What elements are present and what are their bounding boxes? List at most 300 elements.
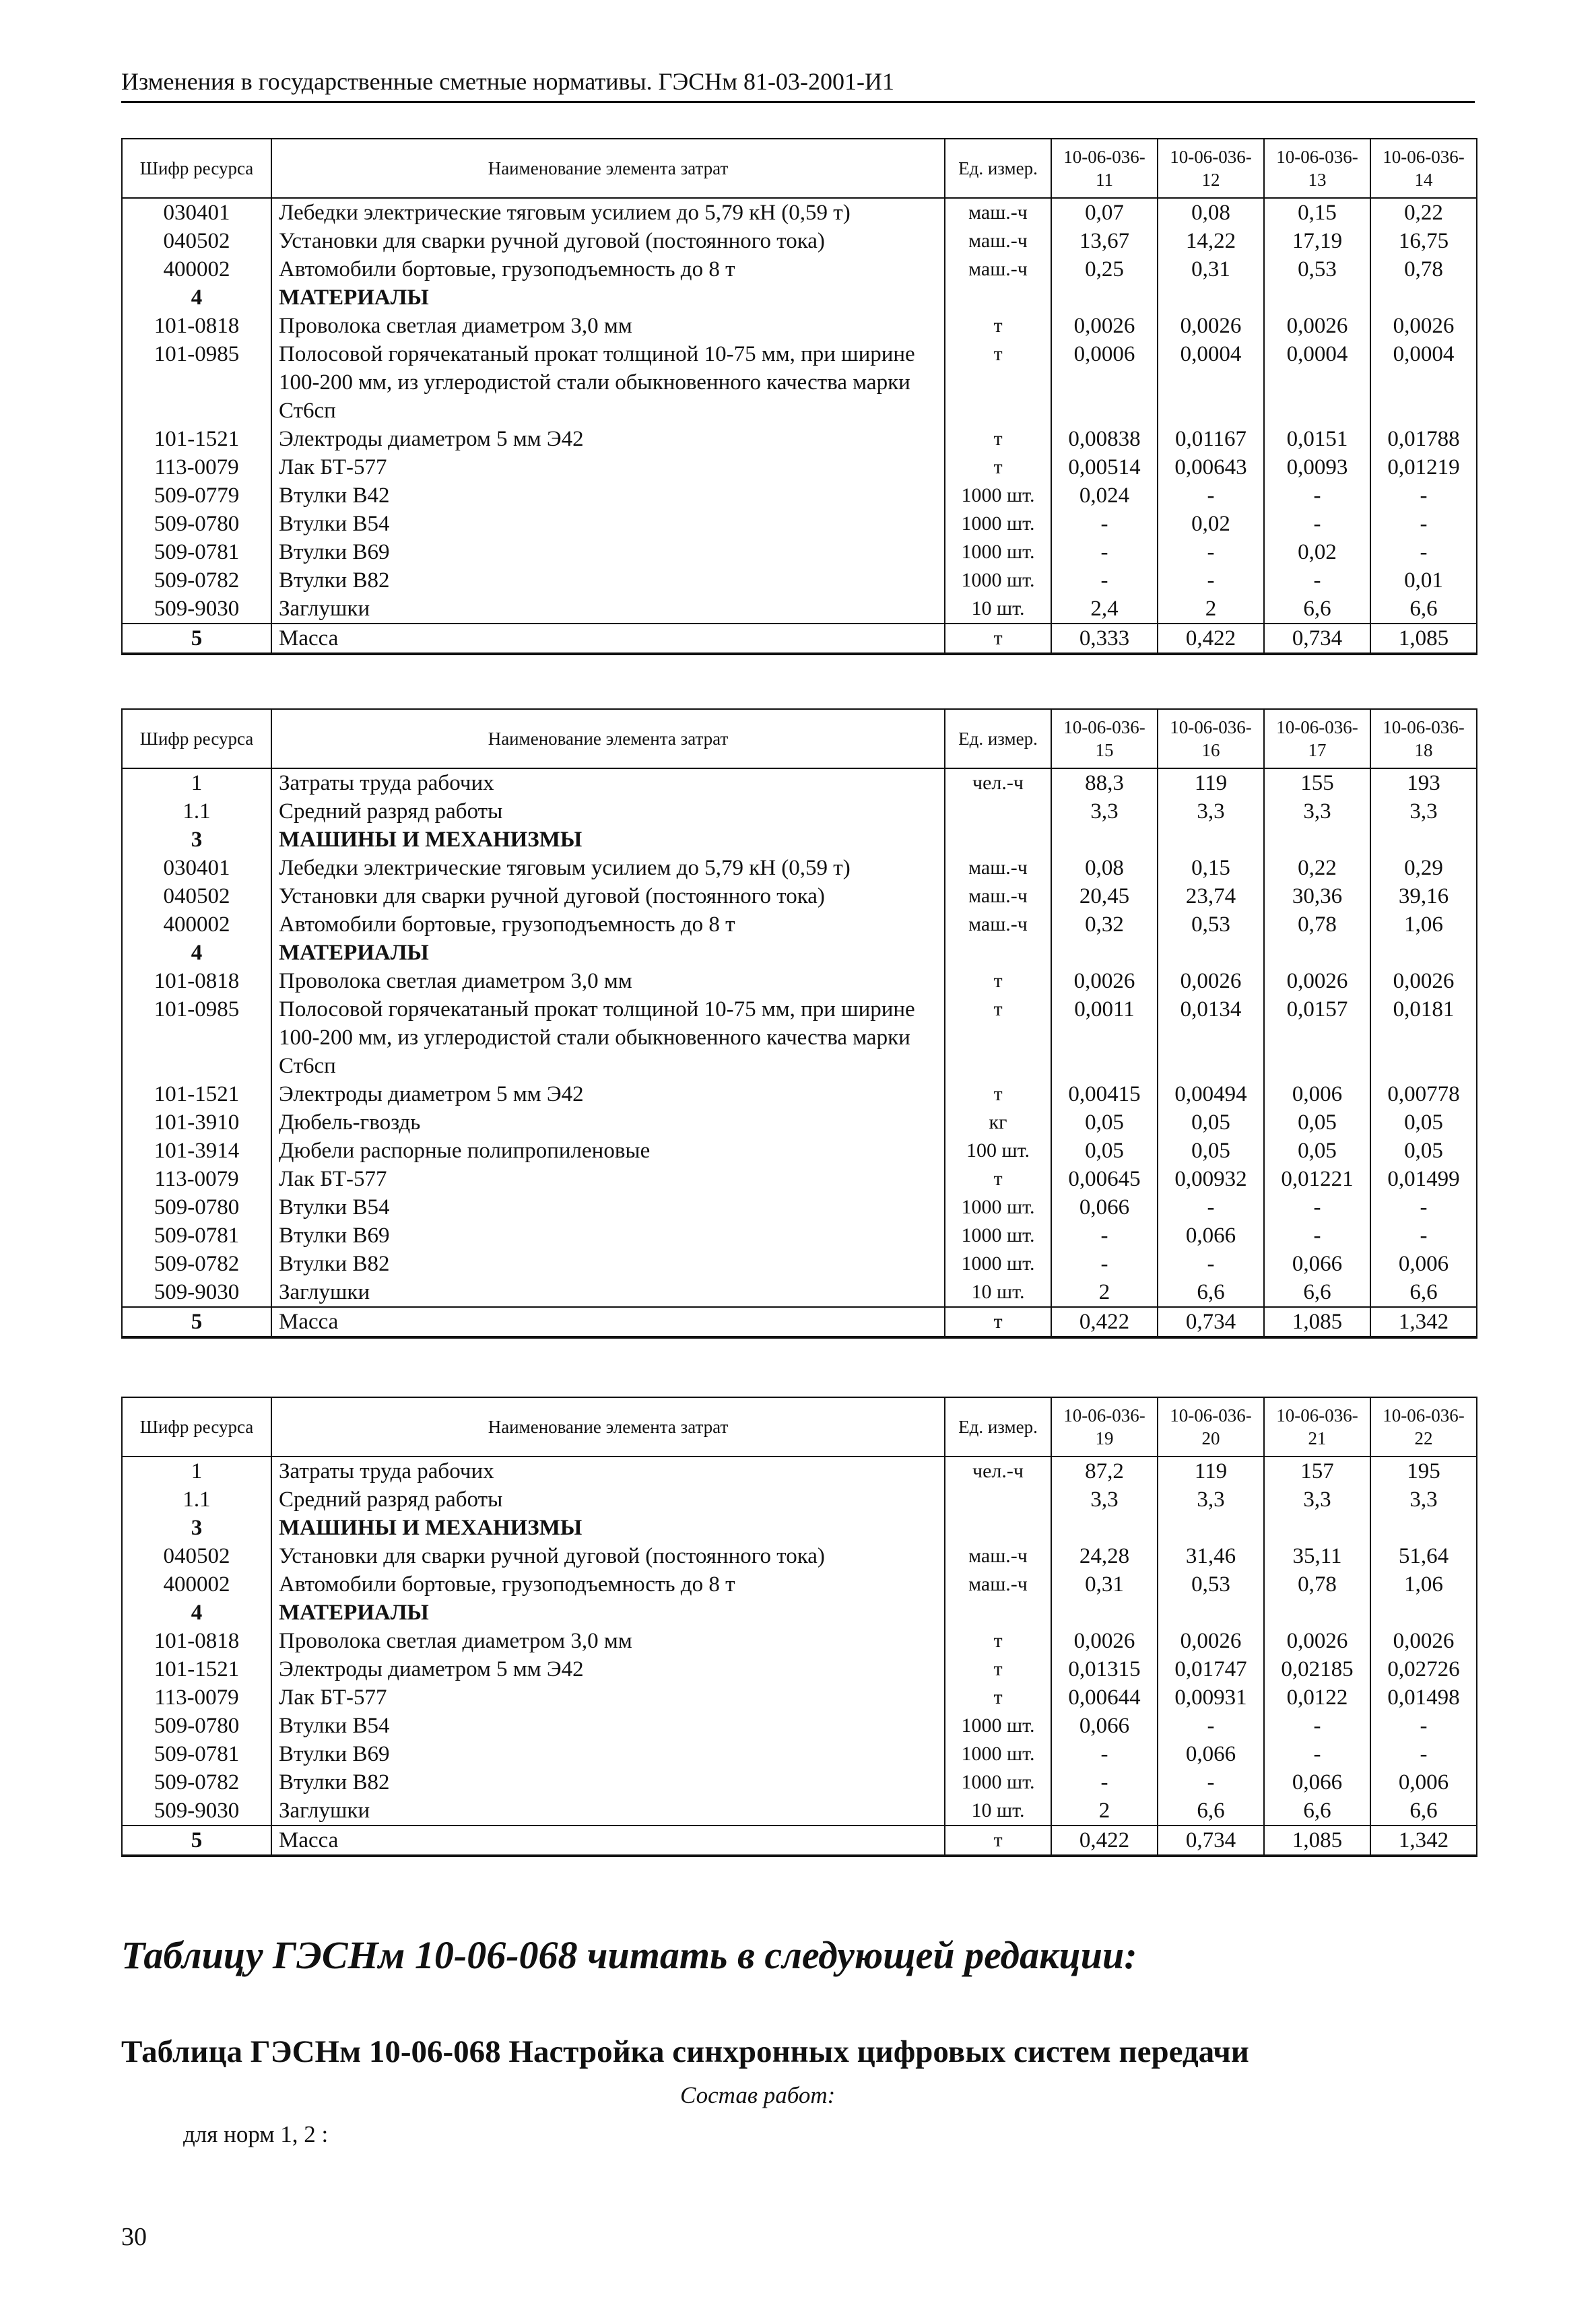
cell-code: 113-0079 — [122, 1165, 271, 1193]
cell-value: 0,08 — [1158, 198, 1264, 227]
cell-value: - — [1370, 1712, 1477, 1740]
cell-value: 0,00644 — [1051, 1683, 1158, 1712]
cell-unit: 1000 шт. — [945, 1250, 1051, 1278]
cell-value — [1158, 1599, 1264, 1627]
column-header-name: Наименование элемента затрат — [271, 1397, 945, 1457]
table-row — [122, 1740, 1477, 1768]
cell-value: 0,066 — [1158, 1740, 1264, 1768]
table-row — [122, 1627, 1477, 1655]
cell-name: Проволока светлая диаметром 3,0 мм — [271, 1627, 945, 1655]
cell-code: 101-0818 — [122, 312, 271, 340]
cell-value: - — [1158, 1250, 1264, 1278]
cell-code: 101-1521 — [122, 1080, 271, 1108]
table-row — [122, 910, 1477, 939]
cell-value: 20,45 — [1051, 882, 1158, 910]
cell-unit: 1000 шт. — [945, 1740, 1051, 1768]
cell-name: Электроды диаметром 5 мм Э42 — [271, 425, 945, 453]
cell-value: 0,0011 — [1051, 995, 1158, 1080]
cell-name: Установки для сварки ручной дуговой (постоянного тока) — [271, 1542, 945, 1570]
column-header-unit: Ед. измер. — [945, 1397, 1051, 1457]
cell-value: 0,01498 — [1370, 1683, 1477, 1712]
cell-code: 4 — [122, 283, 271, 312]
cell-value — [1264, 1599, 1370, 1627]
cell-value: 2,4 — [1051, 595, 1158, 624]
cell-value — [1370, 1514, 1477, 1542]
table-header-row — [122, 709, 1477, 768]
cell-value: 0,0026 — [1051, 1627, 1158, 1655]
cell-value: - — [1051, 566, 1158, 595]
cell-value: - — [1370, 1222, 1477, 1250]
cell-value: 0,15 — [1264, 198, 1370, 227]
cell-value: 0,0026 — [1264, 967, 1370, 995]
cell-code: 101-3910 — [122, 1108, 271, 1137]
cell-name: Полосовой горячекатаный прокат толщиной 10-75 мм, при ширине 100-200 мм, из углеродистой стали обыкновенного качества марки Ст6сп — [271, 995, 945, 1080]
cell-unit: маш.-ч — [945, 854, 1051, 882]
cell-value: 0,0026 — [1051, 312, 1158, 340]
cell-value: 6,6 — [1370, 1278, 1477, 1307]
cell-value: 0,422 — [1051, 1307, 1158, 1337]
cell-name: Электроды диаметром 5 мм Э42 — [271, 1655, 945, 1683]
section-row — [122, 939, 1477, 967]
cell-value: - — [1051, 1740, 1158, 1768]
cell-code: 509-0780 — [122, 510, 271, 538]
column-header-norm: 10-06-036-22 — [1370, 1397, 1477, 1457]
cell-unit: маш.-ч — [945, 910, 1051, 939]
cell-value: 0,01788 — [1370, 425, 1477, 453]
table-row — [122, 1250, 1477, 1278]
cell-value: 0,0026 — [1370, 1627, 1477, 1655]
resource-table-2 — [121, 708, 1477, 1339]
cell-value: 88,3 — [1051, 768, 1158, 797]
section-row — [122, 826, 1477, 854]
page-number: 30 — [121, 2223, 147, 2251]
cell-value — [1051, 283, 1158, 312]
cell-value: 0,0157 — [1264, 995, 1370, 1080]
cell-value: 6,6 — [1264, 1797, 1370, 1826]
cell-value: 1,085 — [1370, 624, 1477, 654]
cell-unit: 10 шт. — [945, 1797, 1051, 1826]
cell-unit — [945, 1485, 1051, 1514]
cell-unit — [945, 1599, 1051, 1627]
cell-value: 0,0006 — [1051, 340, 1158, 425]
cell-code: 1 — [122, 1457, 271, 1485]
cell-code: 509-0781 — [122, 1740, 271, 1768]
cell-name: Масса — [271, 624, 945, 654]
cell-name: Автомобили бортовые, грузоподъемность до 8 т — [271, 910, 945, 939]
cell-value: 6,6 — [1158, 1278, 1264, 1307]
cell-value: 2 — [1051, 1278, 1158, 1307]
cell-unit: 1000 шт. — [945, 1193, 1051, 1222]
cell-name: Затраты труда рабочих — [271, 768, 945, 797]
cell-name: Втулки В82 — [271, 566, 945, 595]
table-row — [122, 854, 1477, 882]
cell-unit: т — [945, 340, 1051, 425]
cell-value: 0,066 — [1051, 1712, 1158, 1740]
cell-value: 6,6 — [1264, 1278, 1370, 1307]
cell-value — [1370, 939, 1477, 967]
cell-value: 6,6 — [1158, 1797, 1264, 1826]
cell-unit: т — [945, 453, 1051, 481]
cell-value: 1,06 — [1370, 910, 1477, 939]
cell-code: 4 — [122, 1599, 271, 1627]
cell-value: 1,06 — [1370, 1570, 1477, 1599]
cell-value: 0,00415 — [1051, 1080, 1158, 1108]
cell-value: 6,6 — [1370, 1797, 1477, 1826]
cell-code: 509-0780 — [122, 1193, 271, 1222]
cell-unit: т — [945, 1826, 1051, 1856]
cell-code: 5 — [122, 624, 271, 654]
cell-unit — [945, 826, 1051, 854]
section-row — [122, 1514, 1477, 1542]
cell-code: 030401 — [122, 854, 271, 882]
table-row — [122, 1165, 1477, 1193]
cell-value: 2 — [1051, 1797, 1158, 1826]
cell-value: 0,00643 — [1158, 453, 1264, 481]
cell-value: 0,02 — [1264, 538, 1370, 566]
cell-name: Автомобили бортовые, грузоподъемность до 8 т — [271, 255, 945, 283]
cell-value: 3,3 — [1264, 1485, 1370, 1514]
cell-value: 0,22 — [1370, 198, 1477, 227]
cell-value: 0,31 — [1051, 1570, 1158, 1599]
cell-unit: т — [945, 624, 1051, 654]
column-header-norm: 10-06-036-21 — [1264, 1397, 1370, 1457]
cell-value: 13,67 — [1051, 227, 1158, 255]
cell-value: 0,02726 — [1370, 1655, 1477, 1683]
cell-value: - — [1370, 481, 1477, 510]
cell-value: 0,78 — [1264, 910, 1370, 939]
cell-value: 0,066 — [1264, 1250, 1370, 1278]
cell-code: 509-9030 — [122, 1797, 271, 1826]
cell-value — [1051, 1514, 1158, 1542]
table-row — [122, 1797, 1477, 1826]
cell-unit: 1000 шт. — [945, 566, 1051, 595]
cell-code: 101-0985 — [122, 340, 271, 425]
cell-value: 119 — [1158, 768, 1264, 797]
total-row — [122, 1307, 1477, 1337]
cell-value: 0,05 — [1051, 1137, 1158, 1165]
cell-value: 1,342 — [1370, 1826, 1477, 1856]
cell-unit: т — [945, 1627, 1051, 1655]
table-row — [122, 1108, 1477, 1137]
cell-value: 193 — [1370, 768, 1477, 797]
cell-code: 4 — [122, 939, 271, 967]
cell-name: Лебедки электрические тяговым усилием до 5,79 кН (0,59 т) — [271, 198, 945, 227]
cell-name: Втулки В54 — [271, 1712, 945, 1740]
table-header-row — [122, 139, 1477, 198]
cell-code: 509-0782 — [122, 1768, 271, 1797]
cell-value — [1158, 826, 1264, 854]
cell-value: - — [1264, 481, 1370, 510]
cell-value: 3,3 — [1370, 1485, 1477, 1514]
cell-value: 0,00778 — [1370, 1080, 1477, 1108]
cell-code: 101-0818 — [122, 967, 271, 995]
cell-value: 0,05 — [1158, 1108, 1264, 1137]
cell-name: Втулки В54 — [271, 1193, 945, 1222]
cell-value: 0,07 — [1051, 198, 1158, 227]
cell-code: 509-0780 — [122, 1712, 271, 1740]
cell-value: 0,08 — [1051, 854, 1158, 882]
section-heading-italic: Таблицу ГЭСНм 10-06-068 читать в следующей редакции: — [121, 1933, 1137, 1977]
cell-value: 0,05 — [1264, 1137, 1370, 1165]
cell-value: 0,01219 — [1370, 453, 1477, 481]
cell-value: 1,085 — [1264, 1307, 1370, 1337]
cell-value — [1158, 283, 1264, 312]
table-row — [122, 340, 1477, 425]
table-row — [122, 1570, 1477, 1599]
cell-unit — [945, 283, 1051, 312]
cell-value: 2 — [1158, 595, 1264, 624]
table-row — [122, 1193, 1477, 1222]
cell-unit: 100 шт. — [945, 1137, 1051, 1165]
table-row — [122, 255, 1477, 283]
table-row — [122, 227, 1477, 255]
cell-value: 0,00645 — [1051, 1165, 1158, 1193]
cell-code: 030401 — [122, 198, 271, 227]
cell-value: - — [1370, 1740, 1477, 1768]
cell-value: 0,0026 — [1158, 312, 1264, 340]
cell-name: Заглушки — [271, 1797, 945, 1826]
cell-value: - — [1370, 1193, 1477, 1222]
cell-unit: 1000 шт. — [945, 481, 1051, 510]
cell-unit: чел.-ч — [945, 768, 1051, 797]
table-row — [122, 1080, 1477, 1108]
cell-value: 0,0026 — [1370, 967, 1477, 995]
cell-value: 0,0151 — [1264, 425, 1370, 453]
cell-value: 0,01167 — [1158, 425, 1264, 453]
cell-value: 0,01747 — [1158, 1655, 1264, 1683]
cell-value: - — [1051, 1222, 1158, 1250]
cell-unit: т — [945, 1165, 1051, 1193]
table-row — [122, 566, 1477, 595]
cell-value: 0,05 — [1158, 1137, 1264, 1165]
cell-name: Масса — [271, 1826, 945, 1856]
cell-value: - — [1264, 1740, 1370, 1768]
cell-name: Установки для сварки ручной дуговой (постоянного тока) — [271, 882, 945, 910]
column-header-norm: 10-06-036-18 — [1370, 709, 1477, 768]
cell-value: 0,05 — [1370, 1137, 1477, 1165]
cell-code: 400002 — [122, 910, 271, 939]
cell-value: - — [1264, 1222, 1370, 1250]
cell-value: - — [1264, 1193, 1370, 1222]
cell-unit — [945, 797, 1051, 826]
cell-name: Втулки В69 — [271, 538, 945, 566]
cell-code: 5 — [122, 1307, 271, 1337]
table-row — [122, 1137, 1477, 1165]
table-row — [122, 882, 1477, 910]
table-row — [122, 1457, 1477, 1485]
cell-value: 0,00514 — [1051, 453, 1158, 481]
cell-value: 51,64 — [1370, 1542, 1477, 1570]
cell-value: 0,0026 — [1370, 312, 1477, 340]
norms-label: для норм 1, 2 : — [183, 2121, 329, 2147]
cell-value: - — [1051, 510, 1158, 538]
table-row — [122, 425, 1477, 453]
table-header-row — [122, 1397, 1477, 1457]
cell-value: 39,16 — [1370, 882, 1477, 910]
table-title: Таблица ГЭСНм 10-06-068 Настройка синхронных цифровых систем передачи — [121, 2034, 1249, 2069]
column-header-norm: 10-06-036-19 — [1051, 1397, 1158, 1457]
total-row — [122, 624, 1477, 654]
cell-code: 400002 — [122, 255, 271, 283]
cell-name: Втулки В42 — [271, 481, 945, 510]
cell-value: - — [1158, 1768, 1264, 1797]
cell-unit: 1000 шт. — [945, 538, 1051, 566]
cell-code: 113-0079 — [122, 453, 271, 481]
table-row — [122, 995, 1477, 1080]
cell-value — [1051, 1599, 1158, 1627]
cell-name: Средний разряд работы — [271, 1485, 945, 1514]
cell-unit: маш.-ч — [945, 882, 1051, 910]
cell-value: 0,422 — [1158, 624, 1264, 654]
cell-value — [1370, 1599, 1477, 1627]
cell-value: 0,0026 — [1264, 1627, 1370, 1655]
cell-code: 509-0782 — [122, 566, 271, 595]
cell-value: 0,25 — [1051, 255, 1158, 283]
table-row — [122, 797, 1477, 826]
page-header: Изменения в государственные сметные нормативы. ГЭСНм 81-03-2001-И1 — [121, 67, 1475, 103]
resource-table-3 — [121, 1397, 1477, 1857]
cell-name: Электроды диаметром 5 мм Э42 — [271, 1080, 945, 1108]
cell-value — [1158, 1514, 1264, 1542]
column-header-unit: Ед. измер. — [945, 709, 1051, 768]
cell-unit: маш.-ч — [945, 1542, 1051, 1570]
cell-value: - — [1158, 538, 1264, 566]
column-header-norm: 10-06-036-12 — [1158, 139, 1264, 198]
cell-value: 0,422 — [1051, 1826, 1158, 1856]
cell-name: Втулки В69 — [271, 1222, 945, 1250]
cell-name: Затраты труда рабочих — [271, 1457, 945, 1485]
cell-value: 0,0093 — [1264, 453, 1370, 481]
cell-value: 0,0004 — [1370, 340, 1477, 425]
cell-code: 509-0782 — [122, 1250, 271, 1278]
cell-value: 0,066 — [1264, 1768, 1370, 1797]
table-row — [122, 453, 1477, 481]
cell-value: 0,0181 — [1370, 995, 1477, 1080]
cell-value: 3,3 — [1158, 1485, 1264, 1514]
cell-name: МАШИНЫ И МЕХАНИЗМЫ — [271, 1514, 945, 1542]
cell-unit: 1000 шт. — [945, 1712, 1051, 1740]
cell-value: 0,006 — [1370, 1250, 1477, 1278]
cell-name: Заглушки — [271, 595, 945, 624]
cell-value — [1264, 283, 1370, 312]
column-header-norm: 10-06-036-14 — [1370, 139, 1477, 198]
cell-value: 0,53 — [1264, 255, 1370, 283]
cell-value: - — [1264, 510, 1370, 538]
cell-value: 31,46 — [1158, 1542, 1264, 1570]
cell-name: Втулки В82 — [271, 1250, 945, 1278]
cell-code: 040502 — [122, 227, 271, 255]
cell-value: 0,01315 — [1051, 1655, 1158, 1683]
cell-value: 0,05 — [1051, 1108, 1158, 1137]
cell-value — [1370, 826, 1477, 854]
cell-value — [1370, 283, 1477, 312]
cell-name: Средний разряд работы — [271, 797, 945, 826]
cell-value: 0,024 — [1051, 481, 1158, 510]
cell-value: - — [1158, 481, 1264, 510]
column-header-norm: 10-06-036-15 — [1051, 709, 1158, 768]
cell-unit: 10 шт. — [945, 595, 1051, 624]
cell-value: 0,53 — [1158, 910, 1264, 939]
cell-name: Дюбели распорные полипропиленовые — [271, 1137, 945, 1165]
cell-value: 0,29 — [1370, 854, 1477, 882]
cell-value: 0,333 — [1051, 624, 1158, 654]
column-header-name: Наименование элемента затрат — [271, 709, 945, 768]
section-row — [122, 283, 1477, 312]
cell-code: 101-1521 — [122, 425, 271, 453]
cell-code: 5 — [122, 1826, 271, 1856]
table-row — [122, 595, 1477, 624]
cell-value: 0,15 — [1158, 854, 1264, 882]
table-row — [122, 1683, 1477, 1712]
table-row — [122, 1655, 1477, 1683]
cell-unit: т — [945, 1683, 1051, 1712]
cell-unit: 10 шт. — [945, 1278, 1051, 1307]
cell-unit: т — [945, 425, 1051, 453]
cell-value: 1,085 — [1264, 1826, 1370, 1856]
cell-value: 6,6 — [1370, 595, 1477, 624]
cell-unit — [945, 1514, 1051, 1542]
cell-unit: т — [945, 312, 1051, 340]
cell-name: МАТЕРИАЛЫ — [271, 939, 945, 967]
cell-name: Установки для сварки ручной дуговой (постоянного тока) — [271, 227, 945, 255]
table-row — [122, 198, 1477, 227]
table-row — [122, 510, 1477, 538]
cell-unit: т — [945, 967, 1051, 995]
cell-value: 35,11 — [1264, 1542, 1370, 1570]
cell-value: 0,31 — [1158, 255, 1264, 283]
cell-value: 0,32 — [1051, 910, 1158, 939]
cell-value: 0,78 — [1264, 1570, 1370, 1599]
column-header-code: Шифр ресурса — [122, 709, 271, 768]
cell-unit: маш.-ч — [945, 198, 1051, 227]
cell-value: - — [1370, 510, 1477, 538]
cell-value: 0,006 — [1264, 1080, 1370, 1108]
cell-value: 0,01499 — [1370, 1165, 1477, 1193]
cell-unit: 1000 шт. — [945, 1222, 1051, 1250]
cell-code: 400002 — [122, 1570, 271, 1599]
cell-value — [1264, 1514, 1370, 1542]
table-row — [122, 1712, 1477, 1740]
cell-value: 119 — [1158, 1457, 1264, 1485]
cell-value: 3,3 — [1370, 797, 1477, 826]
cell-name: Втулки В69 — [271, 1740, 945, 1768]
cell-unit: т — [945, 1080, 1051, 1108]
cell-value: 3,3 — [1051, 797, 1158, 826]
cell-value: 0,0026 — [1158, 1627, 1264, 1655]
cell-value: 87,2 — [1051, 1457, 1158, 1485]
cell-value: 0,0122 — [1264, 1683, 1370, 1712]
cell-code: 040502 — [122, 882, 271, 910]
cell-name: Масса — [271, 1307, 945, 1337]
cell-value: - — [1370, 538, 1477, 566]
cell-name: Проволока светлая диаметром 3,0 мм — [271, 967, 945, 995]
cell-value: 24,28 — [1051, 1542, 1158, 1570]
cell-value: - — [1158, 1712, 1264, 1740]
cell-code: 1.1 — [122, 1485, 271, 1514]
table-row — [122, 967, 1477, 995]
cell-value: 0,22 — [1264, 854, 1370, 882]
cell-value: 0,066 — [1158, 1222, 1264, 1250]
cell-name: Лак БТ-577 — [271, 1165, 945, 1193]
cell-value: 0,0026 — [1051, 967, 1158, 995]
cell-value: 0,734 — [1158, 1826, 1264, 1856]
cell-value — [1264, 939, 1370, 967]
cell-name: Заглушки — [271, 1278, 945, 1307]
cell-value: 16,75 — [1370, 227, 1477, 255]
column-header-code: Шифр ресурса — [122, 139, 271, 198]
cell-value: 0,006 — [1370, 1768, 1477, 1797]
cell-value: 0,00932 — [1158, 1165, 1264, 1193]
